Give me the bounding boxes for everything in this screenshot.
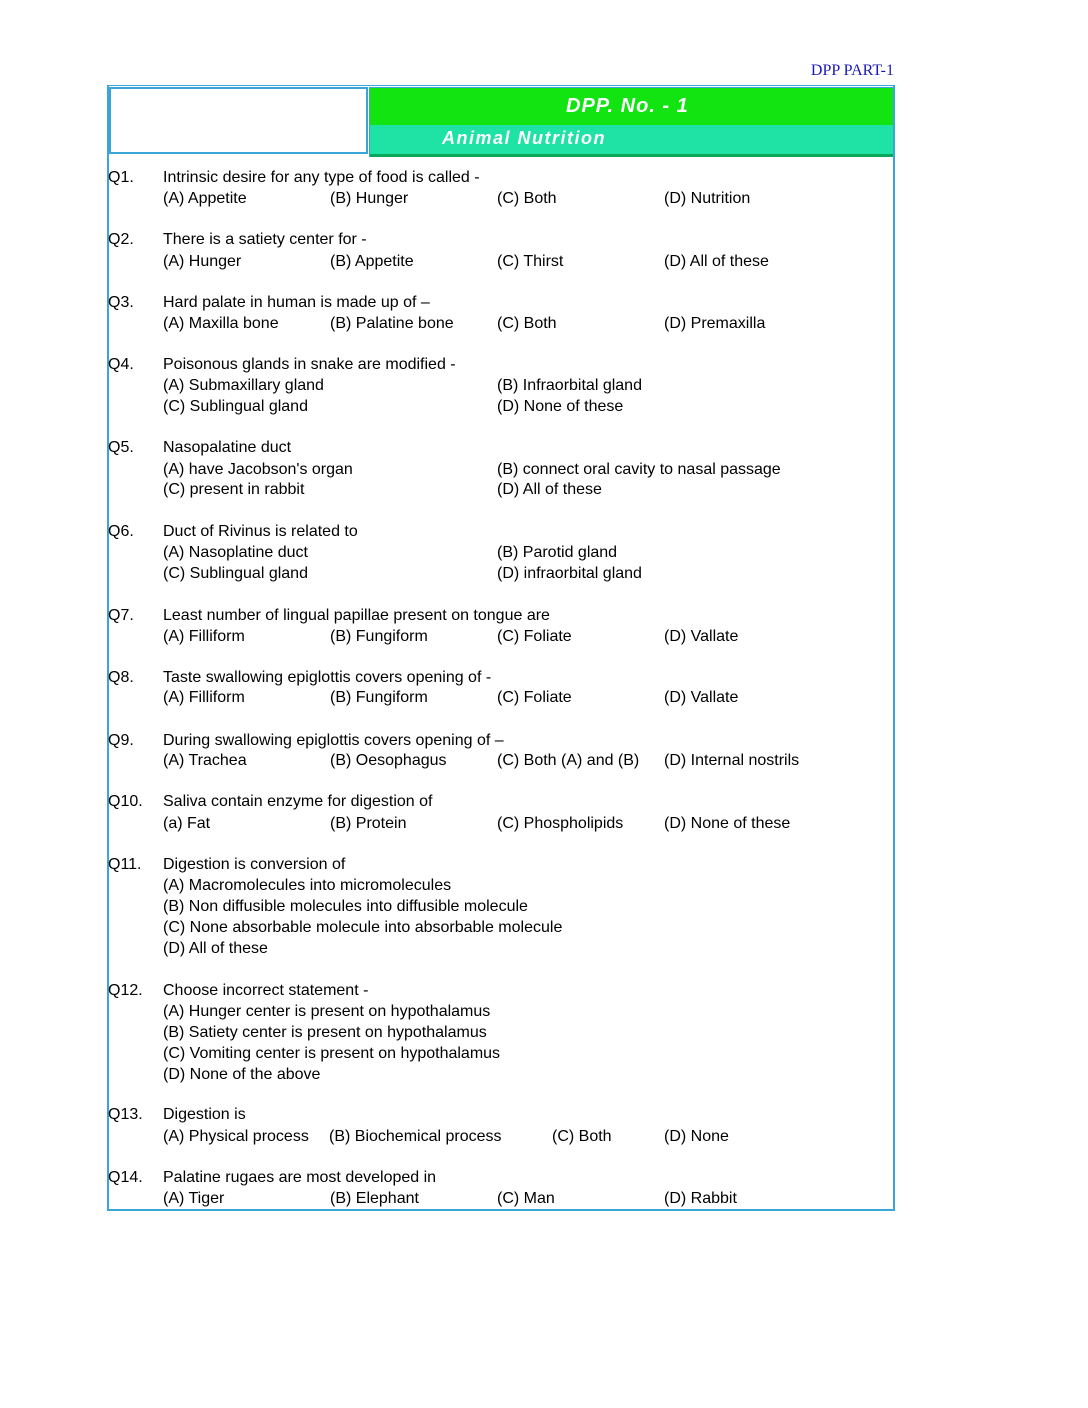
option-d: (D) None of these [664, 815, 791, 832]
question-text: Saliva contain enzyme for digestion of [163, 793, 433, 810]
option-a: (A) Physical process [163, 1128, 309, 1145]
option-a: (A) Tiger [163, 1190, 225, 1207]
option-d: (D) Nutrition [664, 190, 751, 207]
option-c: (C) Man [497, 1190, 555, 1207]
option-a: (A) Appetite [163, 190, 247, 207]
question-text: Taste swallowing epiglottis covers opening of - [163, 669, 492, 686]
header-left-box [109, 87, 368, 154]
question-number: Q11. [108, 856, 142, 873]
option-d: (D) Rabbit [664, 1190, 737, 1207]
option-b: (B) Infraorbital gland [497, 377, 642, 394]
question-text: Digestion is conversion of [163, 856, 346, 873]
topic-underline [370, 154, 893, 157]
option-b: (B) Parotid gland [497, 544, 618, 561]
question-number: Q14. [108, 1169, 143, 1186]
option-a: (A) Submaxillary gland [163, 377, 324, 394]
question-number: Q8. [108, 669, 134, 686]
option-d: (D) None of the above [163, 1066, 321, 1083]
option-c: (C) Phospholipids [497, 815, 624, 832]
option-c: (C) None absorbable molecule into absorbable molecule [163, 919, 563, 936]
option-b: (B) Appetite [330, 253, 414, 270]
option-a: (a) Fat [163, 815, 211, 832]
option-c: (C) Thirst [497, 253, 564, 270]
option-b: (B) Biochemical process [329, 1128, 502, 1145]
question-text: Duct of Rivinus is related to [163, 523, 358, 540]
option-a: (A) Filliform [163, 689, 245, 706]
part-label: DPP PART-1 [810, 62, 894, 79]
dpp-title: DPP. No. - 1 [370, 88, 893, 125]
question-number: Q1. [108, 169, 134, 186]
question-text: Nasopalatine duct [163, 439, 292, 456]
question-text: Least number of lingual papillae present on tongue are [163, 607, 550, 624]
question-number: Q12. [108, 982, 143, 999]
option-a: (A) Trachea [163, 752, 247, 769]
question-text: Digestion is [163, 1106, 246, 1123]
option-c: (C) Sublingual gland [163, 398, 308, 415]
question-number: Q2. [108, 231, 134, 248]
option-d: (D) infraorbital gland [497, 565, 642, 582]
option-c: (C) present in rabbit [163, 481, 305, 498]
option-d: (D) Vallate [664, 628, 739, 645]
question-number: Q7. [108, 607, 134, 624]
option-a: (A) Filliform [163, 628, 245, 645]
option-d: (D) All of these [163, 940, 268, 957]
question-text: Poisonous glands in snake are modified - [163, 356, 456, 373]
option-d: (D) All of these [664, 253, 769, 270]
option-c: (C) Sublingual gland [163, 565, 308, 582]
question-text: There is a satiety center for - [163, 231, 367, 248]
option-a: (A) Hunger center is present on hypothalamus [163, 1003, 491, 1020]
option-b: (B) Oesophagus [330, 752, 447, 769]
option-a: (A) Maxilla bone [163, 315, 279, 332]
option-d: (D) Premaxilla [664, 315, 766, 332]
question-number: Q10. [108, 793, 143, 810]
option-a: (A) have Jacobson's organ [163, 461, 353, 478]
option-c: (C) Both [497, 190, 557, 207]
option-c: (C) Vomiting center is present on hypothalamus [163, 1045, 501, 1062]
option-d: (D) Vallate [664, 689, 739, 706]
option-d: (D) All of these [497, 481, 602, 498]
option-c: (C) Both (A) and (B) [497, 752, 640, 769]
option-b: (B) Protein [330, 815, 407, 832]
option-a: (A) Macromolecules into micromolecules [163, 877, 452, 894]
question-number: Q9. [108, 732, 134, 749]
question-number: Q4. [108, 356, 134, 373]
question-number: Q5. [108, 439, 134, 456]
option-c: (C) Foliate [497, 628, 572, 645]
option-b: (B) Fungiform [330, 628, 428, 645]
option-d: (D) Internal nostrils [664, 752, 800, 769]
option-b: (B) Fungiform [330, 689, 428, 706]
question-number: Q13. [108, 1106, 143, 1123]
question-text: During swallowing epiglottis covers opening of – [163, 732, 504, 749]
question-text: Hard palate in human is made up of – [163, 294, 430, 311]
option-c: (C) Foliate [497, 689, 572, 706]
option-a: (A) Nasoplatine duct [163, 544, 308, 561]
option-d: (D) None of these [497, 398, 624, 415]
option-b: (B) Non diffusible molecules into diffusible molecule [163, 898, 528, 915]
option-b: (B) connect oral cavity to nasal passage [497, 461, 781, 478]
option-a: (A) Hunger [163, 253, 242, 270]
question-number: Q6. [108, 523, 134, 540]
question-text: Intrinsic desire for any type of food is called - [163, 169, 480, 186]
option-b: (B) Palatine bone [330, 315, 454, 332]
option-b: (B) Elephant [330, 1190, 419, 1207]
option-b: (B) Satiety center is present on hypothalamus [163, 1024, 487, 1041]
topic-title: Animal Nutrition [370, 125, 893, 154]
question-text: Choose incorrect statement - [163, 982, 369, 999]
question-number: Q3. [108, 294, 134, 311]
option-c: (C) Both [552, 1128, 612, 1145]
question-text: Palatine rugaes are most developed in [163, 1169, 437, 1186]
option-c: (C) Both [497, 315, 557, 332]
option-d: (D) None [664, 1128, 729, 1145]
option-b: (B) Hunger [330, 190, 409, 207]
